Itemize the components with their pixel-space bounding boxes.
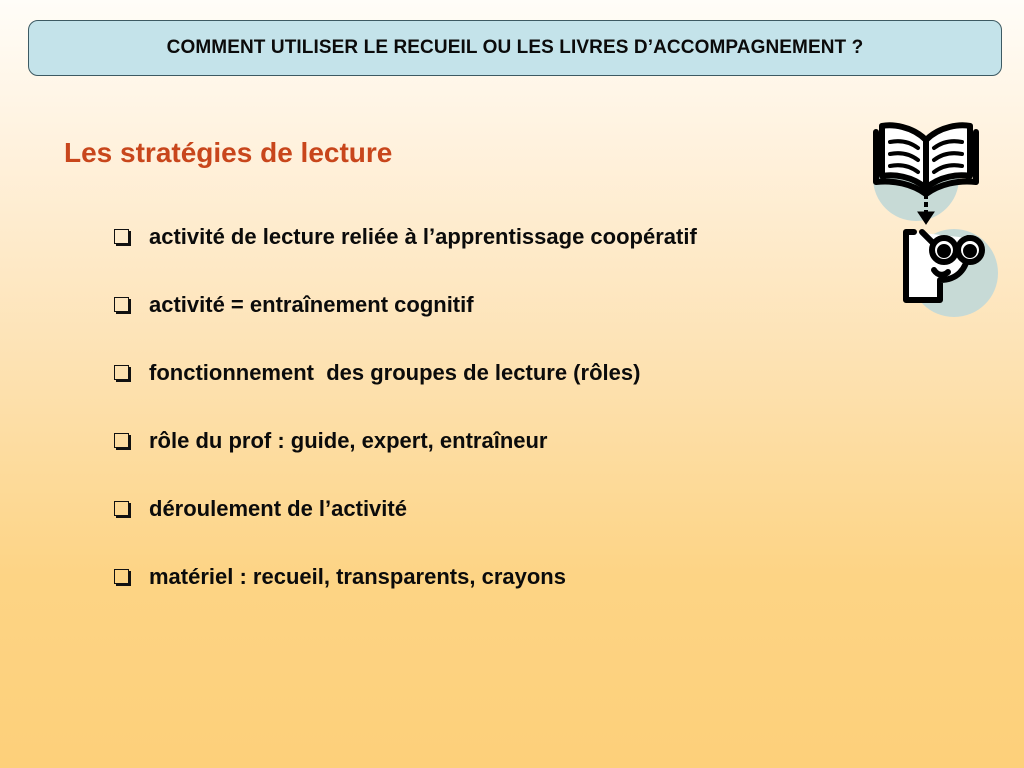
bullet-item	[114, 220, 697, 254]
bullet-text: déroulement de l’activité	[149, 496, 407, 521]
bullet-text: activité = entraînement cognitif	[149, 292, 474, 317]
bullet-item	[114, 492, 697, 526]
checkbox-icon	[114, 365, 129, 380]
bullet-text: activité de lecture reliée à l’apprentissage coopératif	[149, 224, 697, 249]
bullet-item	[114, 356, 697, 390]
slide-title-bar	[28, 20, 1002, 76]
checkbox-icon	[114, 569, 129, 584]
bullet-text: rôle du prof : guide, expert, entraîneur	[149, 428, 548, 453]
bullet-item	[114, 424, 697, 458]
book-to-reader-icon	[864, 110, 1014, 330]
checkbox-icon	[114, 501, 129, 516]
bullet-text: matériel : recueil, transparents, crayons	[149, 564, 566, 589]
bullet-list	[114, 220, 697, 628]
section-heading: Les stratégies de lecture	[64, 137, 393, 168]
slide-title: COMMENT UTILISER LE RECUEIL OU LES LIVRES D’ACCOMPAGNEMENT ?	[166, 37, 864, 58]
open-book-icon	[876, 125, 976, 194]
checkbox-icon	[114, 229, 129, 244]
bullet-item	[114, 288, 697, 322]
checkbox-icon	[114, 297, 129, 312]
bullet-item	[114, 560, 697, 594]
checkbox-icon	[114, 433, 129, 448]
bullet-text: fonctionnement des groupes de lecture (rôles)	[149, 360, 641, 385]
